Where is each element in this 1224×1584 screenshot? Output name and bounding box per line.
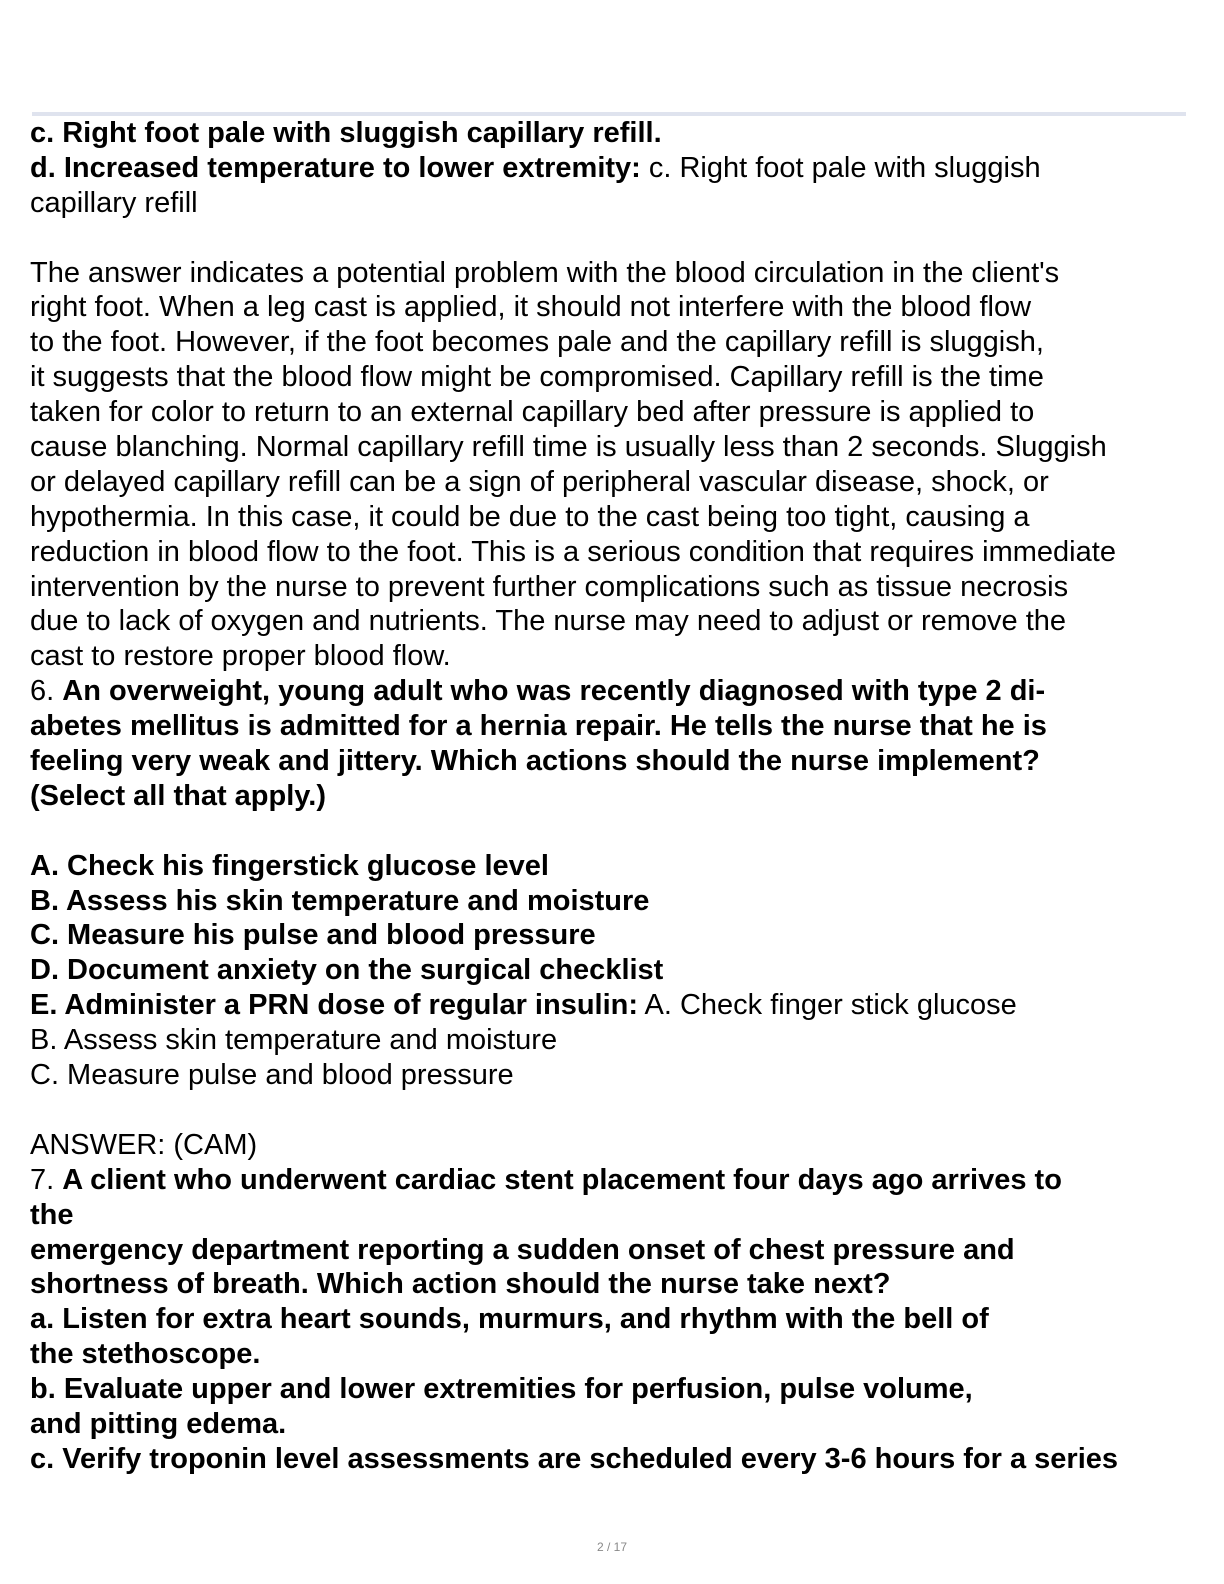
page-number: 2 / 17 xyxy=(596,1540,628,1554)
q6-number: 6. xyxy=(30,675,63,708)
explanation-line: taken for color to return to an external capillary bed after pressure is applied to xyxy=(30,396,1035,429)
explanation-line: intervention by the nurse to prevent further complications such as tissue necrosis xyxy=(30,570,1069,603)
q6-answer: A. Check finger stick glucose xyxy=(638,989,1017,1022)
q7-stem-line: the xyxy=(30,1198,74,1231)
question-6 xyxy=(30,674,1192,1162)
q7-stem-line: emergency department reporting a sudden onset of chest pressure and xyxy=(30,1233,1015,1266)
spacer xyxy=(30,814,1192,849)
spacer xyxy=(30,1093,1192,1128)
q6-stem-line: feeling very weak and jittery. Which actions should the nurse implement? xyxy=(30,745,1040,778)
explanation-line: cause blanching. Normal capillary refill time is usually less than 2 seconds. Sluggish xyxy=(30,431,1107,464)
q6-stem-line: abetes mellitus is admitted for a hernia repair. He tells the nurse that he is xyxy=(30,710,1047,743)
q7-option-line: c. Verify troponin level assessments are scheduled every 3-6 hours for a series xyxy=(30,1442,1119,1475)
q7-number: 7. xyxy=(30,1163,63,1196)
explanation-line: reduction in blood flow to the foot. This is a serious condition that requires immediate xyxy=(30,535,1116,568)
q7-stem-line xyxy=(30,1163,1192,1198)
q6-option: D. Document anxiety on the surgical checklist xyxy=(30,954,664,987)
page-body xyxy=(30,116,1192,1477)
explanation-line: it suggests that the blood flow might be compromised. Capillary refill is the time xyxy=(30,361,1044,394)
q5-option-d-text: d. Increased temperature to lower extremity: xyxy=(30,151,641,184)
q6-option-e-text: E. Administer a PRN dose of regular insulin: xyxy=(30,989,639,1022)
explanation-line: hypothermia. In this case, it could be due to the cast being too tight, causing a xyxy=(30,500,1030,533)
q7-option-line: a. Listen for extra heart sounds, murmurs, and rhythm with the bell of xyxy=(30,1303,989,1336)
explanation-line: due to lack of oxygen and nutrients. The nurse may need to adjust or remove the xyxy=(30,605,1067,638)
explanation-line: The answer indicates a potential problem with the blood circulation in the client's xyxy=(30,256,1060,289)
q6-stem-line xyxy=(30,674,1192,709)
q5-answer: c. Right foot pale with sluggish xyxy=(640,151,1041,184)
q7-stem-line: shortness of breath. Which action should the nurse take next? xyxy=(30,1268,891,1301)
q7-stem-text: A client who underwent cardiac stent placement four days ago arrives to xyxy=(62,1163,1062,1196)
question-7 xyxy=(30,1163,1192,1477)
q7-option-line: and pitting edema. xyxy=(30,1407,287,1440)
q5-explanation xyxy=(30,256,1192,675)
explanation-line: or delayed capillary refill can be a sign of peripheral vascular disease, shock, or xyxy=(30,465,1049,498)
q6-stem-text: An overweight, young adult who was recently diagnosed with type 2 di- xyxy=(62,675,1046,708)
q7-option-line: b. Evaluate upper and lower extremities for perfusion, pulse volume, xyxy=(30,1373,973,1406)
q6-option: C. Measure his pulse and blood pressure xyxy=(30,919,596,952)
q5-option-d xyxy=(30,151,1192,186)
q6-option: A. Check his fingerstick glucose level xyxy=(30,849,549,882)
q6-option: B. Assess his skin temperature and moisture xyxy=(30,884,650,917)
q6-stem-line: (Select all that apply.) xyxy=(30,779,326,812)
q6-answer-line: B. Assess skin temperature and moisture xyxy=(30,1024,558,1057)
q7-option-line: the stethoscope. xyxy=(30,1338,261,1371)
q6-answer-note: ANSWER: (CAM) xyxy=(30,1128,258,1161)
explanation-line: to the foot. However, if the foot becomes pale and the capillary refill is sluggish, xyxy=(30,326,1044,359)
q5-answer-continued: capillary refill xyxy=(30,186,198,219)
q5-option-c: c. Right foot pale with sluggish capillary refill. xyxy=(30,117,662,149)
q6-answer-line: C. Measure pulse and blood pressure xyxy=(30,1059,514,1092)
explanation-line: cast to restore proper blood flow. xyxy=(30,640,451,673)
q6-option-e xyxy=(30,988,1192,1023)
spacer xyxy=(30,221,1192,256)
explanation-line: right foot. When a leg cast is applied, it should not interfere with the blood flow xyxy=(30,291,1032,324)
